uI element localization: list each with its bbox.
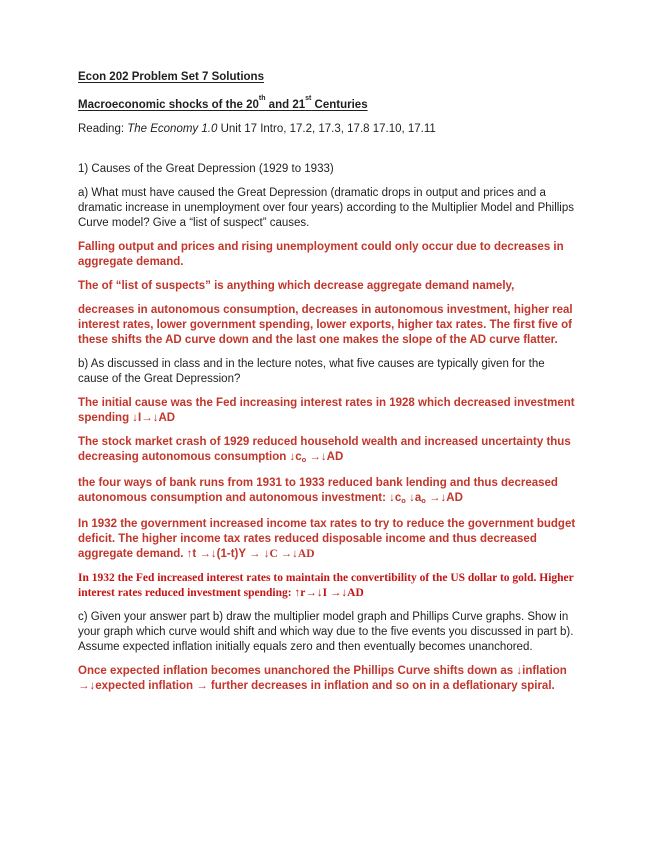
question1-heading bbox=[78, 162, 578, 177]
reading-units: Unit 17 Intro, 17.2, 17.3, 17.8 17.10, 17.11 bbox=[217, 122, 436, 135]
answer1b-5-text: In 1932 the Fed increased interest rates to maintain the convertibility of the US dollar to gold. Higher interest rates reduced investment spending: ↑r→↓I →↓AD bbox=[78, 571, 574, 599]
question1a bbox=[78, 186, 578, 231]
answer1a-1-text: Falling output and prices and rising unemployment could only occur due to decreases in aggregate demand. bbox=[78, 240, 564, 268]
answer1a-paragraph-2 bbox=[78, 279, 578, 294]
answer1a-paragraph-1 bbox=[78, 240, 578, 270]
answer1b-1-text: The initial cause was the Fed increasing interest rates in 1928 which decreased investment spending ↓I→↓AD bbox=[78, 396, 575, 424]
question1-heading-text: 1) Causes of the Great Depression (1929 to 1933) bbox=[78, 162, 334, 175]
doc-subtitle-pre: Macroeconomic shocks of the 20 bbox=[78, 98, 259, 111]
answer1a-3-text: decreases in autonomous consumption, decreases in autonomous investment, higher real interest rates, lower government spending, lower exports, higher tax rates. The first five of these shifts the AD curve down and the last one makes the slope of the AD curve flatter. bbox=[78, 303, 573, 346]
doc-subtitle-mid: and 21 bbox=[265, 98, 306, 111]
question1c-text: c) Given your answer part b) draw the multiplier model graph and Phillips Curve graphs. Show in your graph which curve would shift and which way due to the five events you discussed in part b). Assume expected inflation initially equals zero and then eventually becomes unanchored. bbox=[78, 610, 574, 653]
answer1b-paragraph-2 bbox=[78, 435, 578, 467]
question1c bbox=[78, 610, 578, 655]
answer1c-paragraph bbox=[78, 664, 578, 694]
answer1b-2-pre: The stock market crash of 1929 reduced household wealth and increased uncertainty thus decreasing autonomous consumption ↓c bbox=[78, 435, 571, 463]
answer1b-paragraph-5 bbox=[78, 571, 578, 601]
ordinal-superscript-th: th bbox=[258, 95, 266, 102]
subscript-o: o bbox=[301, 454, 307, 464]
answer1b-4-serif-notation: ↓C →↓AD bbox=[263, 547, 315, 560]
answer1c-text: Once expected inflation becomes unanchored the Phillips Curve shifts down as ↓inflation →↓expected inflation → further decreases in inflation and so on in a deflationary spiral. bbox=[78, 664, 567, 692]
question1a-text: a) What must have caused the Great Depression (dramatic drops in output and prices and a dramatic increase in unemployment over four years) according to the Multiplier Model and Phillips Curve model? Give a “list of suspect” causes. bbox=[78, 186, 575, 229]
question1b bbox=[78, 357, 578, 387]
reading-line bbox=[78, 122, 578, 137]
doc-title-text: Econ 202 Problem Set 7 Solutions bbox=[78, 71, 264, 83]
reading-label: Reading: bbox=[78, 122, 128, 135]
doc-subtitle-post: Centuries bbox=[311, 98, 368, 111]
reading-book-title: The Economy 1.0 bbox=[127, 122, 218, 135]
answer1b-2-post: →↓AD bbox=[306, 450, 344, 463]
answer1b-paragraph-3 bbox=[78, 476, 578, 508]
answer1a-paragraph-3 bbox=[78, 303, 578, 348]
answer1b-3-post: →↓AD bbox=[425, 491, 463, 504]
doc-title bbox=[78, 70, 578, 85]
answer1b-paragraph-4 bbox=[78, 517, 578, 562]
ordinal-superscript-st: st bbox=[305, 95, 312, 102]
subscript-o: o bbox=[421, 495, 426, 505]
answer1b-paragraph-1 bbox=[78, 396, 578, 426]
question1b-text: b) As discussed in class and in the lecture notes, what five causes are typically given for the cause of the Great Depression? bbox=[78, 357, 545, 385]
subscript-o: o bbox=[401, 495, 406, 505]
answer1a-2-text: The of “list of suspects” is anything which decrease aggregate demand namely, bbox=[78, 279, 515, 292]
doc-subtitle bbox=[78, 94, 578, 113]
answer1b-3-mid: ↓a bbox=[405, 491, 422, 504]
answer1b-3-pre: the four ways of bank runs from 1931 to 1933 reduced bank lending and thus decreased autonomous consumption and autonomous investment: ↓c bbox=[78, 476, 558, 504]
answer1b-4-pre: In 1932 the government increased income tax rates to try to reduce the government budget deficit. The higher income tax rates reduced disposable income and thus decreased aggregate demand. ↑t →↓(1-t)Y → bbox=[78, 517, 576, 560]
